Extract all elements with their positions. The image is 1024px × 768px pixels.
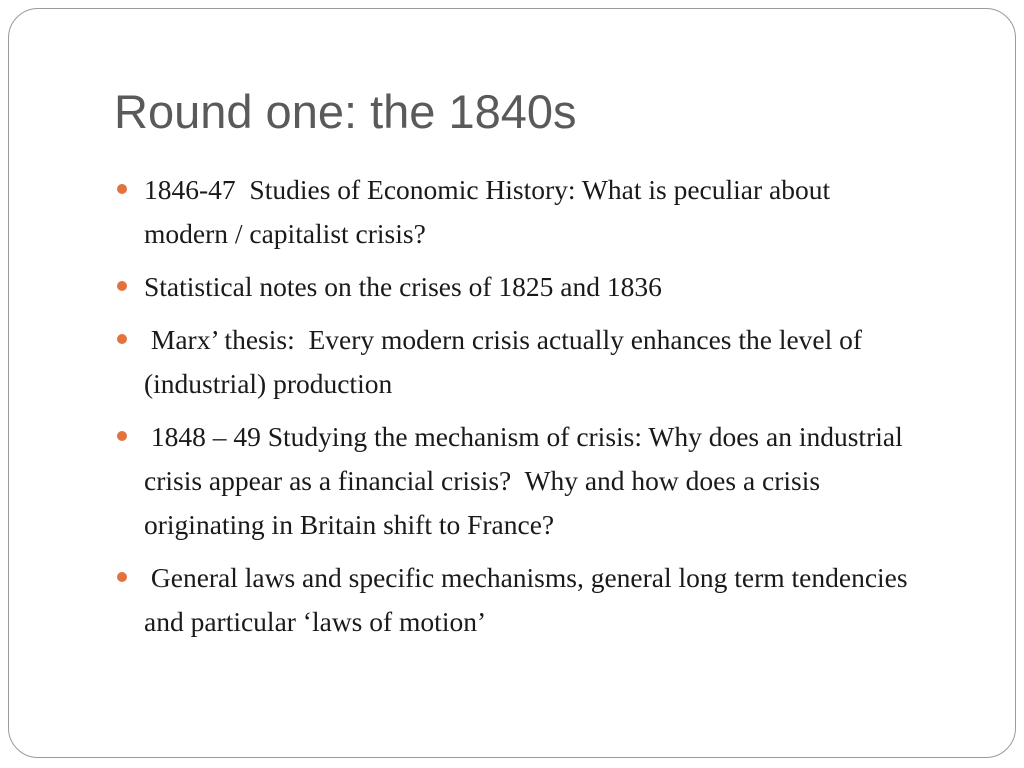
bullet-text: 1848 – 49 Studying the mechanism of crisis: Why does an industrial crisis appear as a financial crisis? Why and how does a crisis originating in Britain shift to France? <box>144 421 910 540</box>
list-item <box>114 168 914 256</box>
slide-title: Round one: the 1840s <box>114 85 577 138</box>
bullet-text: Statistical notes on the crises of 1825 and 1836 <box>144 271 662 302</box>
list-item <box>114 265 914 309</box>
bullet-text: 1846-47 Studies of Economic History: What is peculiar about modern / capitalist crisis? <box>144 174 837 249</box>
bullet-dot-icon <box>117 184 127 194</box>
bullet-dot-icon <box>117 281 127 291</box>
bullet-text: General laws and specific mechanisms, general long term tendencies and particular ‘laws of motion’ <box>144 562 915 637</box>
list-item <box>114 318 914 406</box>
list-item <box>114 415 914 547</box>
bullet-dot-icon <box>117 334 127 344</box>
list-item <box>114 556 914 644</box>
bullet-dot-icon <box>117 431 127 441</box>
bullet-text: Marx’ thesis: Every modern crisis actually enhances the level of (industrial) production <box>144 324 869 399</box>
bullet-list <box>114 168 914 653</box>
bullet-dot-icon <box>117 572 127 582</box>
